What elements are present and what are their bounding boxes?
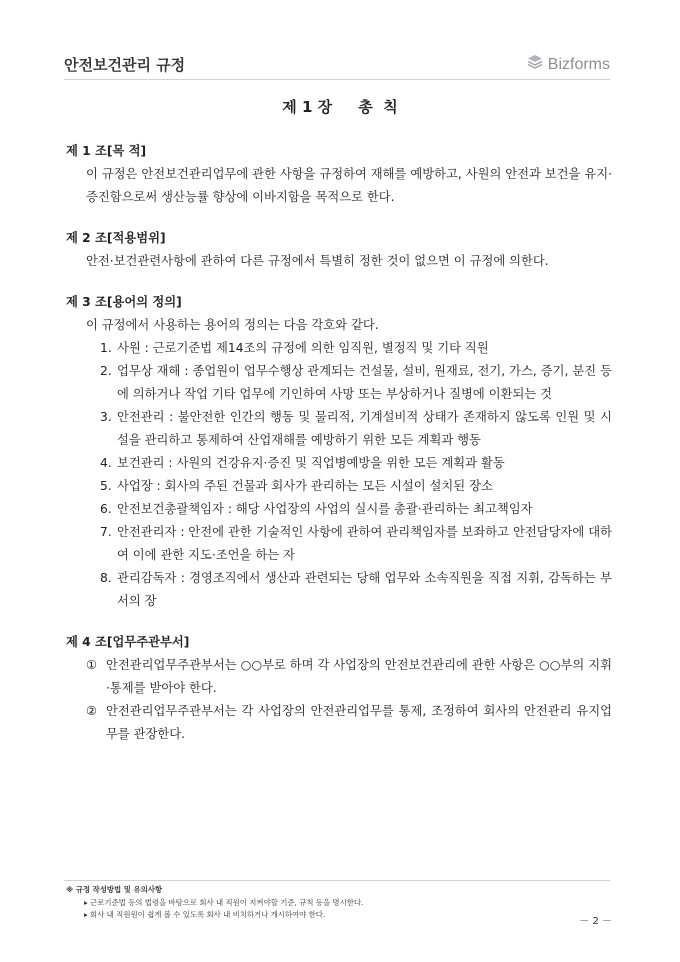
item-number: 6.	[100, 502, 112, 516]
article-text: 이 규정에서 사용하는 용어의 정의는 다음 각호와 같다.	[86, 318, 379, 332]
item-text: 안전관리자 : 안전에 관한 기술적인 사항에 관하여 관리책임자를 보좌하고 안전담당자에 대하여 이에 관한 지도·조언을 하는 자	[117, 525, 612, 562]
regulation-body	[66, 140, 612, 764]
list-item	[66, 700, 612, 746]
list-item	[66, 406, 612, 452]
item-number: 7.	[100, 525, 112, 539]
item-text: 안전관리 : 불안전한 인간의 행동 및 물리적, 기계설비적 상태가 존재하지 않도록 인원 및 시설을 관리하고 통제하여 산업재해를 예방하기 위한 모든 계획과 행동	[117, 410, 612, 447]
article-4	[66, 631, 612, 746]
article-2	[66, 227, 612, 273]
item-number: 2.	[100, 364, 112, 378]
clause-list	[66, 654, 612, 746]
item-text: 업무상 재해 : 종업원이 업무수행상 관계되는 건설물, 설비, 원재료, 전기, 가스, 증기, 분진 등에 의하거나 작업 기타 업무에 기인하여 사망 또는 부상하거나 질병에 이환되는 것	[117, 364, 612, 401]
article-title: 제 2 조[적용범위]	[66, 231, 166, 245]
chapter-number: 제 1 장	[282, 98, 333, 116]
item-number: 3.	[100, 410, 112, 424]
article-text: 안전·보건관련사항에 관하여 다른 규정에서 특별히 정한 것이 없으면 이 규정에 의한다.	[86, 254, 549, 268]
footnote-title: ※ 규정 작성방법 및 유의사항	[66, 885, 163, 894]
item-number: ②	[86, 704, 98, 718]
item-number: 5.	[100, 479, 112, 493]
item-text: 안전관리업무주관부서는 ○○부로 하며 각 사업장의 안전보건관리에 관한 사항은 ○○부의 지휘·통제를 받아야 한다.	[106, 658, 612, 695]
article-1	[66, 140, 612, 209]
definition-list	[66, 337, 612, 613]
article-title: 제 3 조[용어의 정의]	[66, 295, 182, 309]
list-item	[66, 452, 612, 475]
item-number: 1.	[100, 341, 112, 355]
chapter-title: 총 칙	[358, 98, 398, 116]
item-text: 사원 : 근로기준법 제14조의 규정에 의한 임직원, 별정직 및 기타 직원	[117, 341, 489, 355]
bizforms-logo	[526, 53, 610, 76]
list-item	[66, 475, 612, 498]
item-text: 보건관리 : 사원의 건강유지·증진 및 직업병예방을 위한 모든 계획과 활동	[117, 456, 505, 470]
list-item	[66, 337, 612, 360]
article-title: 제 4 조[업무주관부서]	[66, 635, 190, 649]
logo-text: Bizforms	[547, 55, 610, 73]
chapter-heading	[0, 96, 680, 117]
article-title: 제 1 조[목 적]	[66, 144, 147, 158]
page-number: － 2 －	[579, 916, 612, 927]
item-text: 안전관리업무주관부서는 각 사업장의 안전관리업무를 통제, 조정하여 회사의 안전관리 유지업무를 관장한다.	[106, 704, 612, 741]
footer-divider	[64, 880, 610, 881]
item-number: 8.	[100, 571, 112, 585]
item-number: ①	[86, 658, 98, 672]
article-text: 이 규정은 안전보건관리업무에 관한 사항을 규정하여 재해를 예방하고, 사원의 안전과 보건을 유지·증진함으로써 생산능률 향상에 이바지함을 목적으로 한다.	[86, 167, 612, 204]
item-number: 4.	[100, 456, 112, 470]
list-item	[66, 360, 612, 406]
list-item	[66, 567, 612, 613]
stacked-layers-icon	[526, 53, 544, 76]
list-item	[66, 654, 612, 700]
item-text: 관리감독자 : 경영조직에서 생산과 관련되는 당해 업무와 소속직원을 직접 지휘, 감독하는 부서의 장	[117, 571, 612, 608]
footnote	[66, 884, 606, 922]
footnote-item: ▸ 회사 내 직원원이 쉽게 볼 수 있도록 회사 내 비치하거나 게시하여야 한다.	[84, 910, 326, 919]
header-divider	[64, 79, 610, 80]
list-item	[66, 521, 612, 567]
document-header-title: 안전보건관리 규정	[64, 56, 186, 74]
item-text: 안전보건총괄책임자 : 해당 사업장의 사업의 실시를 총괄·관리하는 최고책임자	[117, 502, 533, 516]
item-text: 사업장 : 회사의 주된 건물과 회사가 관리하는 모든 시설이 설치된 장소	[117, 479, 493, 493]
article-3	[66, 291, 612, 613]
list-item	[66, 498, 612, 521]
footnote-item: ▸ 근로기준법 등의 법령을 바탕으로 회사 내 직원이 지켜야할 기준, 규칙 등을 명시한다.	[84, 897, 364, 907]
